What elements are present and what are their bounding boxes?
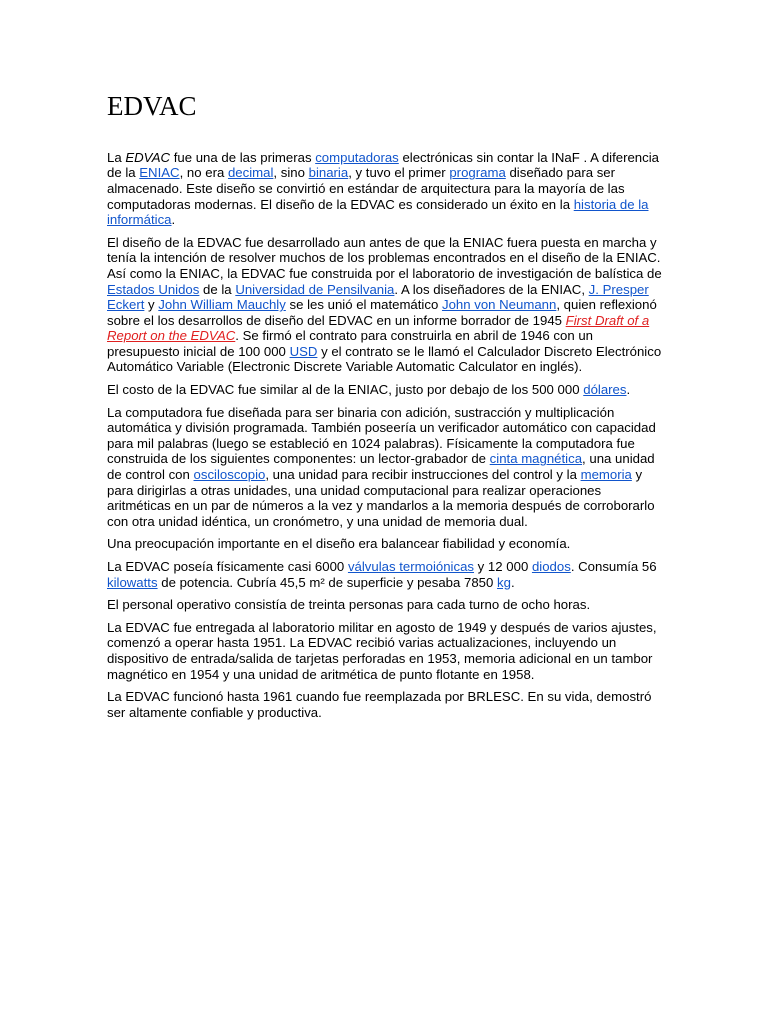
wiki-link[interactable]: John William Mauchly bbox=[158, 297, 286, 313]
paragraph bbox=[107, 150, 663, 228]
text-run: . Consumía 56 bbox=[570, 559, 657, 574]
text-run: Una preocupación importante en el diseño era balancear fiabilidad y economía. bbox=[107, 536, 571, 552]
emphasized-text: EDVAC bbox=[125, 149, 171, 165]
text-run: El diseño de la EDVAC fue desarrollado aun antes de que la ENIAC fuera puesta en marcha y tenía la intención de resolver muchos de los problemas encontrados en el diseño de la ENIAC. Así como la ENIAC, la EDVAC fue construida por el laboratorio de investigación de balística de bbox=[107, 234, 662, 281]
wiki-link[interactable]: kilowatts bbox=[107, 574, 158, 590]
missing-article-link[interactable]: First Draft of a Report on the EDVAC bbox=[107, 312, 650, 344]
wiki-link[interactable]: Universidad de Pensilvania bbox=[235, 281, 395, 297]
text-run: La computadora fue diseñada para ser binaria con adición, sustracción y multiplicación automática y división programada. También poseería un verificador automático con capacidad para mil palabras (luego se estableció en 1024 palabras). Físicamente la computadora fue construida de los siguientes componentes: un lector-grabador de bbox=[107, 404, 656, 467]
text-run: . bbox=[510, 574, 515, 590]
wiki-link[interactable]: J. Presper Eckert bbox=[107, 281, 649, 313]
text-run: fue una de las primeras bbox=[170, 149, 316, 165]
text-run: . bbox=[171, 212, 176, 228]
wiki-link[interactable]: binaria bbox=[308, 165, 349, 181]
text-run: y 12 000 bbox=[474, 559, 532, 574]
text-run: El costo de la EDVAC fue similar al de la ENIAC, justo por debajo de los 500 000 bbox=[107, 382, 584, 398]
paragraph bbox=[107, 536, 663, 552]
text-run: y el contrato se le llamó el Calculador Discreto Electrónico Automático Variable (Electronic Discrete Variable Automatic Calculator en inglés). bbox=[107, 343, 662, 375]
wiki-link[interactable]: historia de la informática bbox=[107, 196, 649, 228]
document-title: EDVAC bbox=[107, 91, 197, 121]
text-run: , quien reflexionó sobre el los desarrollos de diseño del EDVAC en un informe borrador de 1945 bbox=[107, 297, 657, 328]
wiki-link[interactable]: osciloscopio bbox=[193, 467, 266, 483]
wiki-link[interactable]: decimal bbox=[227, 165, 274, 181]
text-run: , y tuvo el primer bbox=[348, 165, 450, 181]
text-run: . Se firmó el contrato para construirla en abril de 1946 con un presupuesto inicial de 100 000 bbox=[107, 328, 594, 359]
text-run: y para dirigirlas a otras unidades, una unidad computacional para realizar operaciones aritméticas en un par de números a la vez y mandarlos a la memoria después de corroborarlo con otra unidad idéntica, un cronómetro, y una unidad de memoria dual. bbox=[107, 467, 655, 529]
text-run: . A los diseñadores de la ENIAC, bbox=[394, 281, 589, 297]
paragraph bbox=[107, 689, 663, 720]
wiki-link[interactable]: USD bbox=[289, 343, 318, 359]
wiki-link[interactable]: diodos bbox=[531, 559, 571, 574]
paragraph bbox=[107, 235, 663, 375]
document-page bbox=[107, 90, 663, 727]
text-run: . bbox=[626, 382, 631, 398]
paragraph bbox=[107, 382, 663, 398]
text-run: se les unió el matemático bbox=[285, 297, 442, 313]
text-run: diseñado para ser almacenado. Este diseño se convirtió en estándar de arquitectura para la mayoría de las computadoras modernas. El diseño de la EDVAC es considerado un éxito en la bbox=[107, 165, 625, 212]
paragraph bbox=[107, 597, 663, 613]
text-run: La EDVAC funcionó hasta 1961 cuando fue reemplazada por BRLESC. En su vida, demostró ser altamente confiable y productiva. bbox=[107, 689, 652, 720]
text-run: La EDVAC fue entregada al laboratorio militar en agosto de 1949 y después de varios ajustes, comenzó a operar hasta 1951. La EDVAC recibió varias actualizaciones, incluyendo un dispositivo de entrada/salida de tarjetas perforadas en 1953, memoria adicional en un tambor magnético en 1954 y una unidad de aritmética de punto flotante en 1958. bbox=[107, 619, 657, 682]
text-run: , una unidad de control con bbox=[107, 451, 655, 483]
wiki-link[interactable]: ENIAC bbox=[139, 165, 180, 181]
paragraph bbox=[107, 559, 663, 590]
text-run: de la bbox=[199, 281, 236, 297]
wiki-link[interactable]: dólares bbox=[583, 382, 627, 398]
wiki-link[interactable]: John von Neumann bbox=[441, 297, 557, 313]
wiki-link[interactable]: kg bbox=[497, 574, 511, 590]
article-body bbox=[107, 150, 663, 721]
text-run: , sino bbox=[273, 165, 309, 181]
paragraph bbox=[107, 405, 663, 530]
text-run: , no era bbox=[179, 165, 228, 181]
text-run: electrónicas sin contar la INaF . A diferencia de la bbox=[107, 149, 659, 181]
wiki-link[interactable]: memoria bbox=[580, 467, 632, 483]
text-run: La EDVAC poseía físicamente casi 6000 bbox=[107, 559, 348, 574]
text-run: de potencia. Cubría 45,5 m² de superficie y pesaba 7850 bbox=[157, 574, 498, 590]
wiki-link[interactable]: cinta magnética bbox=[489, 451, 583, 467]
paragraph bbox=[107, 620, 663, 682]
text-run: y bbox=[144, 297, 159, 313]
text-run: , una unidad para recibir instrucciones del control y la bbox=[265, 467, 581, 483]
text-run: El personal operativo consistía de treinta personas para cada turno de ocho horas. bbox=[107, 597, 591, 613]
wiki-link[interactable]: programa bbox=[449, 165, 506, 181]
wiki-link[interactable]: Estados Unidos bbox=[107, 281, 200, 297]
text-run: La bbox=[107, 149, 126, 165]
wiki-link[interactable]: válvulas termoiónicas bbox=[347, 559, 475, 574]
wiki-link[interactable]: computadoras bbox=[315, 149, 399, 165]
